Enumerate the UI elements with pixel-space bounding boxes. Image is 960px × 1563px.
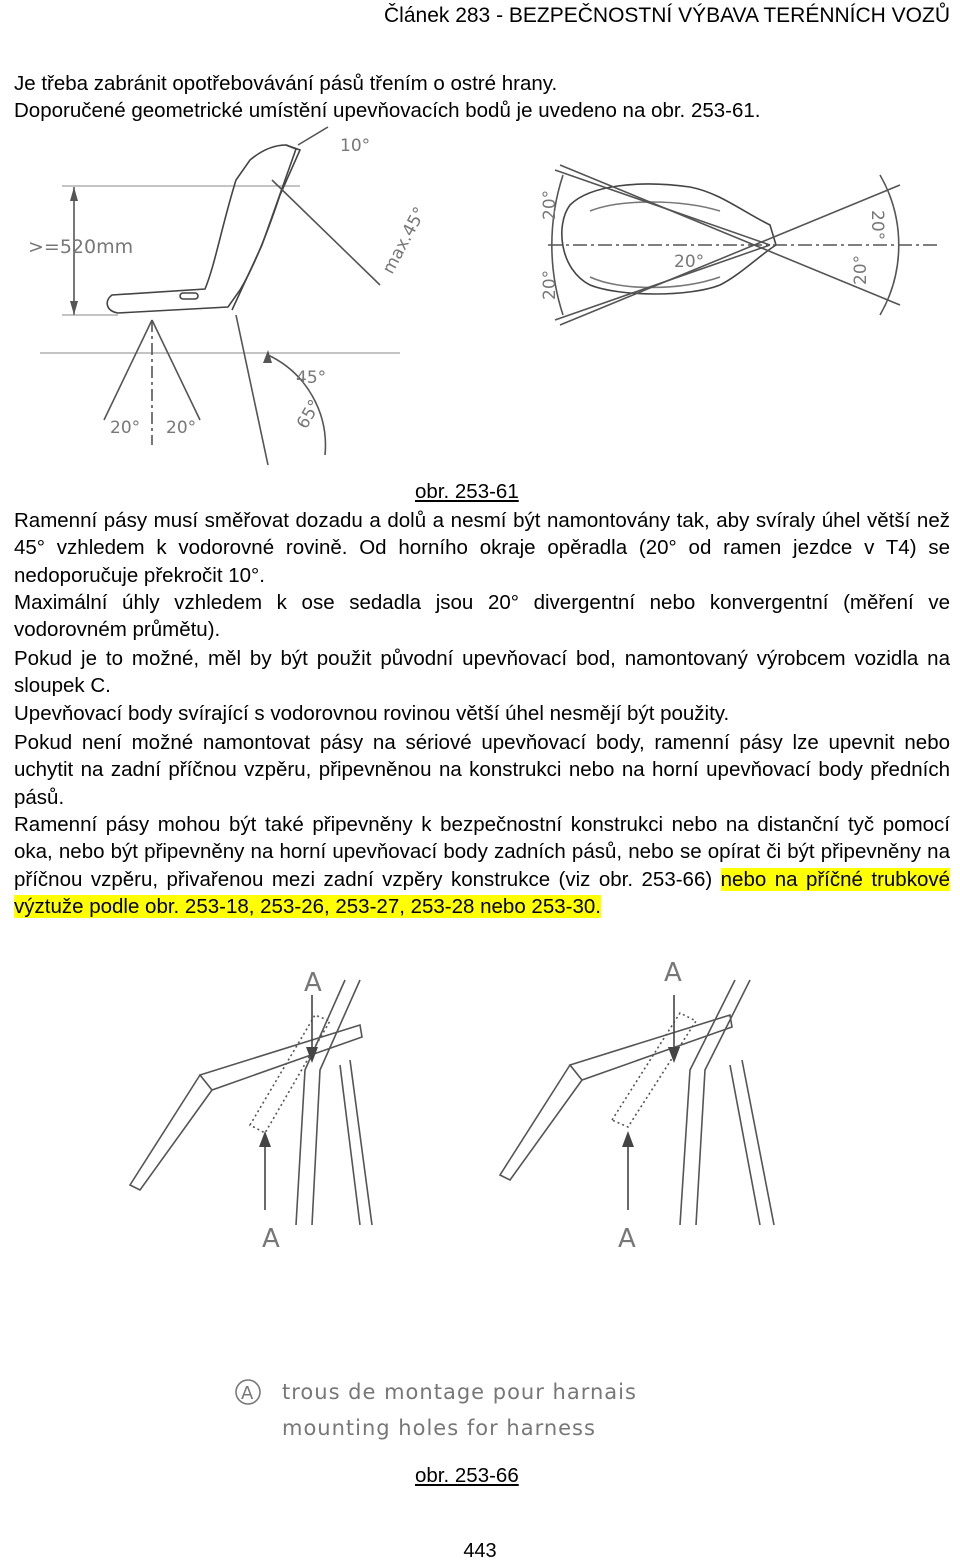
plan-bottom-angle-label: 20° xyxy=(540,269,560,300)
intro-text xyxy=(14,70,950,124)
seat-side-outline xyxy=(107,145,300,313)
angle-45-label: 45° xyxy=(296,368,327,388)
paragraph-6-text: Ramenní pásy mohou být také připevněny k bezpečnostní konstrukci nebo na distanční tyč pomocí oka, nebo být připevněny na horní upevňovací body zadních pásů, nebo se opírat či být připevněny na příčnou vzpěru, přivařenou mezi zadní vzpěry konstrukce (viz obr. 253-66) xyxy=(14,813,950,891)
figure-caption-253-61: obr. 253-61 xyxy=(415,480,519,503)
paragraph-4: Upevňovací body svírající s vodorovnou rovinou větší úhel nesmějí být použity. xyxy=(14,702,730,725)
angle-65-label: 65° xyxy=(293,396,326,433)
right-roll-cage-assembly xyxy=(500,958,774,1254)
legend-english: mounting holes for harness xyxy=(282,1416,596,1440)
height-label: >=520mm xyxy=(28,236,134,258)
seat-plan-outline xyxy=(562,184,776,294)
intro-line-2: Doporučené geometrické umístění upevňovacích bodů je uvedeno na obr. 253-61. xyxy=(14,99,761,122)
harness-slot xyxy=(180,293,198,299)
left-down-angle-label: 20° xyxy=(110,418,141,438)
legend-french: trous de montage pour harnais xyxy=(282,1380,637,1404)
top-angle-label: 10° xyxy=(340,136,371,156)
right-down-angle-label: 20° xyxy=(166,418,197,438)
page-header: Článek 283 - BEZPEČNOSTNÍ VÝBAVA TERÉNNÍCH VOZŮ xyxy=(384,4,950,27)
page-number: 443 xyxy=(463,1540,497,1562)
arrow-label-a: A xyxy=(618,1224,636,1254)
intro-line-1: Je třeba zabránit opotřebovávání pásů třením o ostré hrany. xyxy=(14,72,558,95)
max-angle-label: max.45° xyxy=(378,203,431,278)
figure-caption-253-66: obr. 253-66 xyxy=(415,1464,519,1487)
arrow-label-a: A xyxy=(262,1224,280,1254)
harness-bar-figure xyxy=(0,955,960,1475)
plan-top-angle-label: 20° xyxy=(540,189,560,220)
arrow-label-a: A xyxy=(304,968,322,998)
paragraph-3: Pokud je to možné, měl by být použit původní upevňovací bod, namontovaný výrobcem vozidla na sloupek C. xyxy=(14,647,950,698)
plan-center-angle-label: 20° xyxy=(674,252,705,272)
paragraph-6 xyxy=(14,811,950,921)
plan-right-top-angle-label: 20° xyxy=(867,210,887,241)
legend-marker-letter: A xyxy=(241,1383,254,1404)
paragraph-1: Ramenní pásy musí směřovat dozadu a dolů a nesmí být namontovány tak, aby svíraly úhel větší než 45° vzhledem k vodorovné rovině. Od horního okraje opěradla (20° od ramen jezdce v T4) se nedoporučuje překročit 10°. xyxy=(14,509,950,587)
plan-right-bottom-angle-label: 20° xyxy=(851,254,871,285)
paragraph-5: Pokud není možné namontovat pásy na sériové upevňovací body, ramenní pásy lze upevnit nebo uchytit na zadní příčnou vzpěru, připevněnou na konstrukci nebo na horní upevňovací body předních pásů. xyxy=(14,731,950,809)
paragraph-6-highlight: nebo na příčné trubkové výztuže podle obr. 253-18, 253-26, 253-27, 253-28 nebo 253-30. xyxy=(14,867,950,919)
arrow-label-a: A xyxy=(664,958,682,988)
paragraph-2: Maximální úhly vzhledem k ose sedadla jsou 20° divergentní nebo konvergentní (měření ve vodorovném průmětu). xyxy=(14,591,950,642)
left-roll-cage-assembly xyxy=(130,968,372,1254)
